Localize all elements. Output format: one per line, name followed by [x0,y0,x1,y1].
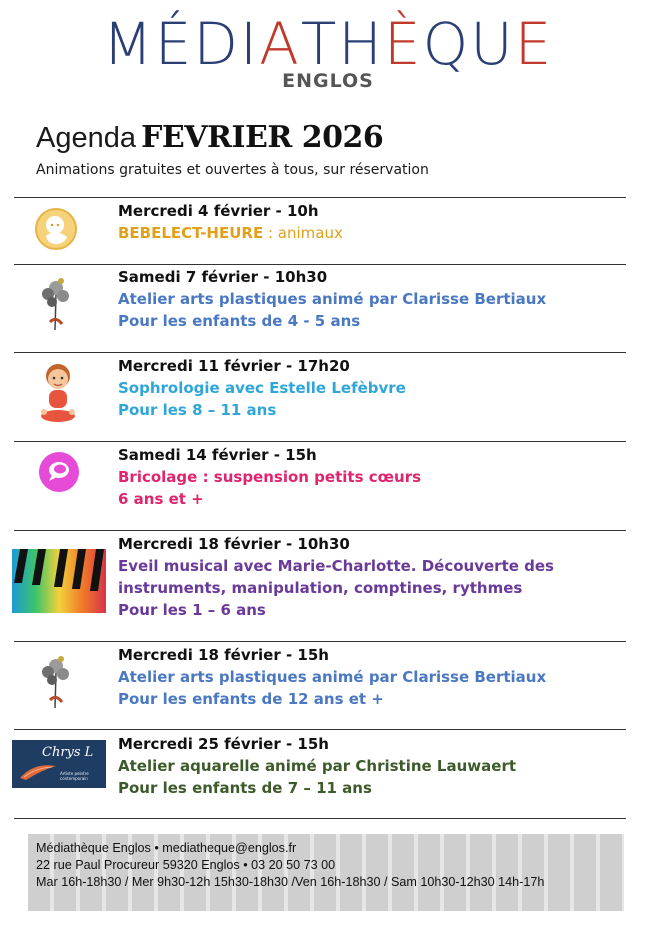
divider [14,818,626,819]
divider [14,197,626,198]
meditating-child-icon [36,360,80,426]
event-audience: Pour les enfants de 4 - 5 ans [118,312,361,330]
footer [28,834,624,911]
event-item [118,533,628,621]
logo-letter: E [514,10,554,78]
event-title: Sophrologie avec Estelle Lefèbvre [118,379,406,397]
agenda-title [36,120,383,155]
event-title-continued: instruments, manipulation, comptines, rythmes [118,579,523,597]
divider [14,441,626,442]
event-date: Mercredi 25 février - 15h [118,735,329,753]
event-item [118,644,628,710]
event-date: Mercredi 11 février - 17h20 [118,357,350,375]
event-item [118,200,628,244]
event-item [118,355,628,421]
divider [14,729,626,730]
divider [14,264,626,265]
event-date: Samedi 14 février - 15h [118,446,317,464]
divider [14,641,626,642]
baby-icon [34,206,78,252]
event-title-suffix: : animaux [263,224,343,242]
chat-bubble-icon [38,451,80,493]
logo-letter: Q [422,10,471,78]
logo-letter: D [193,10,241,78]
event-date: Mercredi 4 février - 10h [118,202,319,220]
event-date: Mercredi 18 février - 15h [118,646,329,664]
event-item [118,444,628,510]
flower-art-icon [36,650,76,712]
event-audience: Pour les enfants de 12 ans et + [118,690,384,708]
chrys-logo-name: Chrys L [42,745,94,760]
event-title: Eveil musical avec Marie-Charlotte. Découverte des [118,557,554,575]
logo-subtitle: ENGLOS [282,70,374,92]
event-item [118,733,628,799]
event-title [118,222,628,244]
agenda-word: Agenda [36,122,136,154]
footer-text [36,840,544,891]
divider [14,352,626,353]
divider [14,530,626,531]
logo-letter: M [102,10,155,78]
footer-address: 22 rue Paul Procureur 59320 Englos • 03 20 50 73 00 [36,858,336,872]
event-date: Samedi 7 février - 10h30 [118,268,328,286]
piano-icon [12,549,106,613]
agenda-subtitle: Animations gratuites et ouvertes à tous, sur réservation [36,162,429,178]
logo-letter: A [259,10,301,78]
logo-title [0,10,656,78]
event-title: Atelier arts plastiques animé par Clarisse Bertiaux [118,290,547,308]
flower-art-icon [36,272,76,334]
footer-contact: Médiathèque Englos • mediatheque@englos.fr [36,841,297,855]
logo-letter: È [383,10,423,78]
logo-letter: H [338,10,384,78]
event-title: Atelier arts plastiques animé par Clarisse Bertiaux [118,668,547,686]
event-item [118,266,628,332]
logo-letter: I [240,10,260,78]
event-audience: Pour les 1 – 6 ans [118,601,266,619]
logo-letter: É [154,10,194,78]
event-audience: Pour les 8 – 11 ans [118,401,277,419]
chrys-logo-icon [12,740,106,788]
event-audience: Pour les enfants de 7 – 11 ans [118,779,372,797]
logo-letter: T [300,10,339,78]
event-date: Mercredi 18 février - 10h30 [118,535,350,553]
logo-letter: U [470,10,515,78]
agenda-month: FEVRIER 2026 [141,120,384,155]
header [0,10,656,92]
event-audience: 6 ans et + [118,490,204,508]
chrys-logo-tagline: Artiste peintre contemporain [60,771,89,781]
event-title-main: BEBELECT-HEURE [118,224,264,242]
event-title: Atelier aquarelle animé par Christine Lauwaert [118,757,517,775]
footer-hours: Mar 16h-18h30 / Mer 9h30-12h 15h30-18h30 /Ven 16h-18h30 / Sam 10h30-12h30 14h-17h [36,875,545,889]
event-title: Bricolage : suspension petits cœurs [118,468,422,486]
